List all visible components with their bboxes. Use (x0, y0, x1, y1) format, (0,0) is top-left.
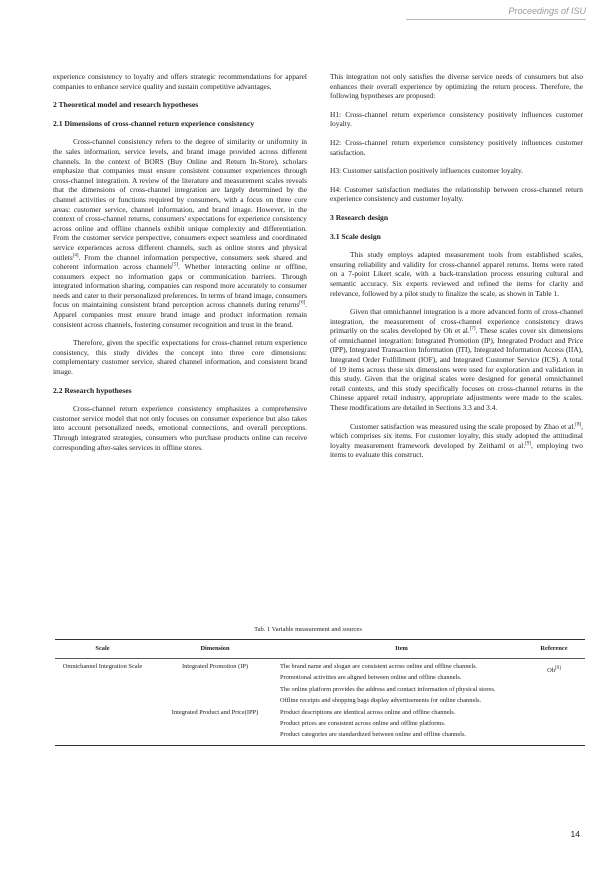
paragraph-text: , employing two items to evaluate this construct. (330, 440, 583, 460)
header-reference: Reference (540, 644, 568, 652)
hypothesis: H2: Cross-channel return experience consistency positively influences customer satisfaction. (330, 137, 583, 157)
reference-cell (523, 709, 585, 743)
citation: [8] (575, 422, 582, 428)
paragraph-text: Customer satisfaction was measured using the scale proposed by Zhao et al. (350, 421, 576, 431)
table-header-row (55, 640, 585, 659)
header-item: Item (395, 644, 408, 652)
item-text: The brand name and slogan are consistent across online and offline channels. (280, 663, 478, 670)
reference-text: Oh (547, 667, 555, 674)
paragraph-text: . Whether interacting online or offline, consumers expect no information gaps or communication barriers. Through integrated information sharing, companies can respond more accurately to consumer needs and cater to their personalized preferences. In terms of brand image, consumers focus on maintaining consistent brand perception across channels during returns (53, 262, 307, 310)
paragraph-text: Given that omnichannel integration is a more advanced form of cross-channel integration, the measurement of cross-channel experience consistency draws primarily on the scales developed by Oh et al. (330, 307, 583, 336)
item-text: The online platform provides the address and contact information of physical stores. (280, 685, 496, 693)
dimension-cell: Integrated Promotion (IP) (181, 663, 249, 670)
paragraph-text: . Apparel companies must ensure brand image and product information remain consistent across channels, fostering consumer recognition and trust in the brand. (53, 300, 307, 329)
table-caption: Tab. 1 Variable measurement and sources (254, 626, 362, 633)
citation: [4] (72, 253, 79, 259)
dimension-cell: Integrated Product and Price(IPP) (171, 708, 259, 716)
paragraph (330, 422, 583, 460)
item-text: Product categories are standardized between online and offline channels. (280, 731, 467, 739)
citation: [9] (554, 665, 561, 671)
table-row (55, 659, 585, 709)
subsection-heading: 2.1 Dimensions of cross-channel return experience consistency (53, 118, 255, 128)
paragraph: Cross-channel return experience consistency emphasizes a comprehensive customer service model that not only focuses on consumer experience but also takes into account personalized needs, emotional connections, and overall perceptions. Through integrated strategies, consumers who purchase products online can receive corresponding after-sales services in offline stores. (53, 404, 307, 452)
citation: [5] (172, 262, 179, 268)
items-cell (280, 709, 523, 743)
item-text: Product prices are consistent across online and offline platforms. (280, 720, 446, 728)
paragraph-text: Cross-channel consistency refers to the degree of similarity or uniformity in the sales information, service levels, and brand image provided across different channels. In the context of BORS (Buy Online and Return In-Store), scholars emphasize that companies must ensure consistent consumer experiences through cross-channel integration. A review of the literature and measurement scales reveals that the dimensions of cross-channel integration are largely determined by the channel activities or functions required by consumers, with a focus on three core areas: customer service, channel information, and brand image. However, in the context of cross-channel returns, consumers' expectations for experience consistency across online and offline channels exhibit unique complexity and differentiation. From the customer service perspective, consumers expect seamless and coordinated service experiences across different channels, such as online stores and physical outlets (53, 137, 307, 262)
item-text: Promotional activities are aligned between online and offline channels. (280, 674, 462, 682)
header-dimension: Dimension (200, 644, 230, 652)
paragraph (53, 137, 307, 329)
item-text: Product descriptions are identical across online and offline channels. (280, 708, 456, 716)
citation: [9] (525, 441, 532, 447)
paragraph: experience consistency to loyalty and offers strategic recommendations for apparel companies to enhance service quality and sustain competitive advantages. (53, 72, 307, 91)
running-header: Proceedings of ISU (406, 6, 586, 20)
scale-cell (55, 709, 150, 743)
measurement-table (55, 639, 585, 746)
paragraph: This integration not only satisfies the diverse service needs of consumers but also enhances their overall experience by optimizing the return process. Therefore, the following hypotheses are proposed: (330, 72, 583, 101)
citation: [7] (469, 326, 476, 332)
header-scale: Scale (95, 644, 110, 652)
hypothesis: H3: Customer satisfaction positively influences customer loyalty. (330, 166, 524, 176)
scale-cell: Omnichannel Integration Scale (62, 663, 143, 670)
subsection-heading: 2.2 Research hypotheses (53, 385, 132, 395)
paragraph-text: . These scales cover six dimensions of omnichannel integration: Integrated Promotion (IP), Integrated Product and Price (IPP), Integrated Transaction Information (ITI), Integrated Information Access (IIA), Integrated Order Fulfillment (IOF), and Integrated Customer Service (ICS). A total of 19 items across these six dimensions were used for exploration and validation in this study. Given that the original scales were designed for general omnichannel retail contexts, and this study specifically focuses on cross-channel returns in the Chinese apparel retail industry, appropriate adjustments were made to the scales. These modifications are detailed in Sections 3.3 and 3.4. (330, 326, 583, 413)
paragraph: Therefore, given the specific expectations for cross-channel return experience consistency, this study divides the concept into three core dimensions: complementary customer service, shared channel information, and consistent brand image. (53, 338, 307, 377)
hypothesis: H4: Customer satisfaction mediates the relationship between cross-channel return experience consistency and customer loyalty. (330, 184, 583, 204)
section-heading: 2 Theoretical model and research hypotheses (53, 100, 199, 110)
paragraph (330, 307, 583, 413)
subsection-heading: 3.1 Scale design (330, 231, 381, 241)
paragraph: This study employs adapted measurement tools from established scales, ensuring reliability and validity for cross-channel apparel returns. Items were rated on a 7-point Likert scale, with a back-translation process ensuring cultural and semantic accuracy. Six experts reviewed and refined the items for clarity and relevance, followed by a pilot study to finalize the scale, as shown in Table 1. (330, 250, 583, 298)
paragraph-text: , which comprises six items. For customer loyalty, this study adopted the attitudinal loyalty measurement framework developed by Zeithaml et al. (330, 421, 583, 450)
section-heading: 3 Research design (330, 212, 389, 222)
reference-cell (523, 663, 585, 709)
table-row (55, 709, 585, 745)
paragraph-text: . From the channel information perspective, consumers seek shared and coherent information across channels (53, 252, 307, 272)
right-column (330, 72, 583, 469)
page-number: 14 (570, 829, 580, 839)
hypothesis: H1: Cross-channel return experience consistency positively influences customer loyalty. (330, 109, 583, 129)
citation: [6] (299, 301, 306, 306)
items-cell (280, 663, 523, 709)
left-column (53, 72, 307, 461)
item-text: Offline receipts and shopping bags display advertisements for online channels. (280, 697, 482, 705)
